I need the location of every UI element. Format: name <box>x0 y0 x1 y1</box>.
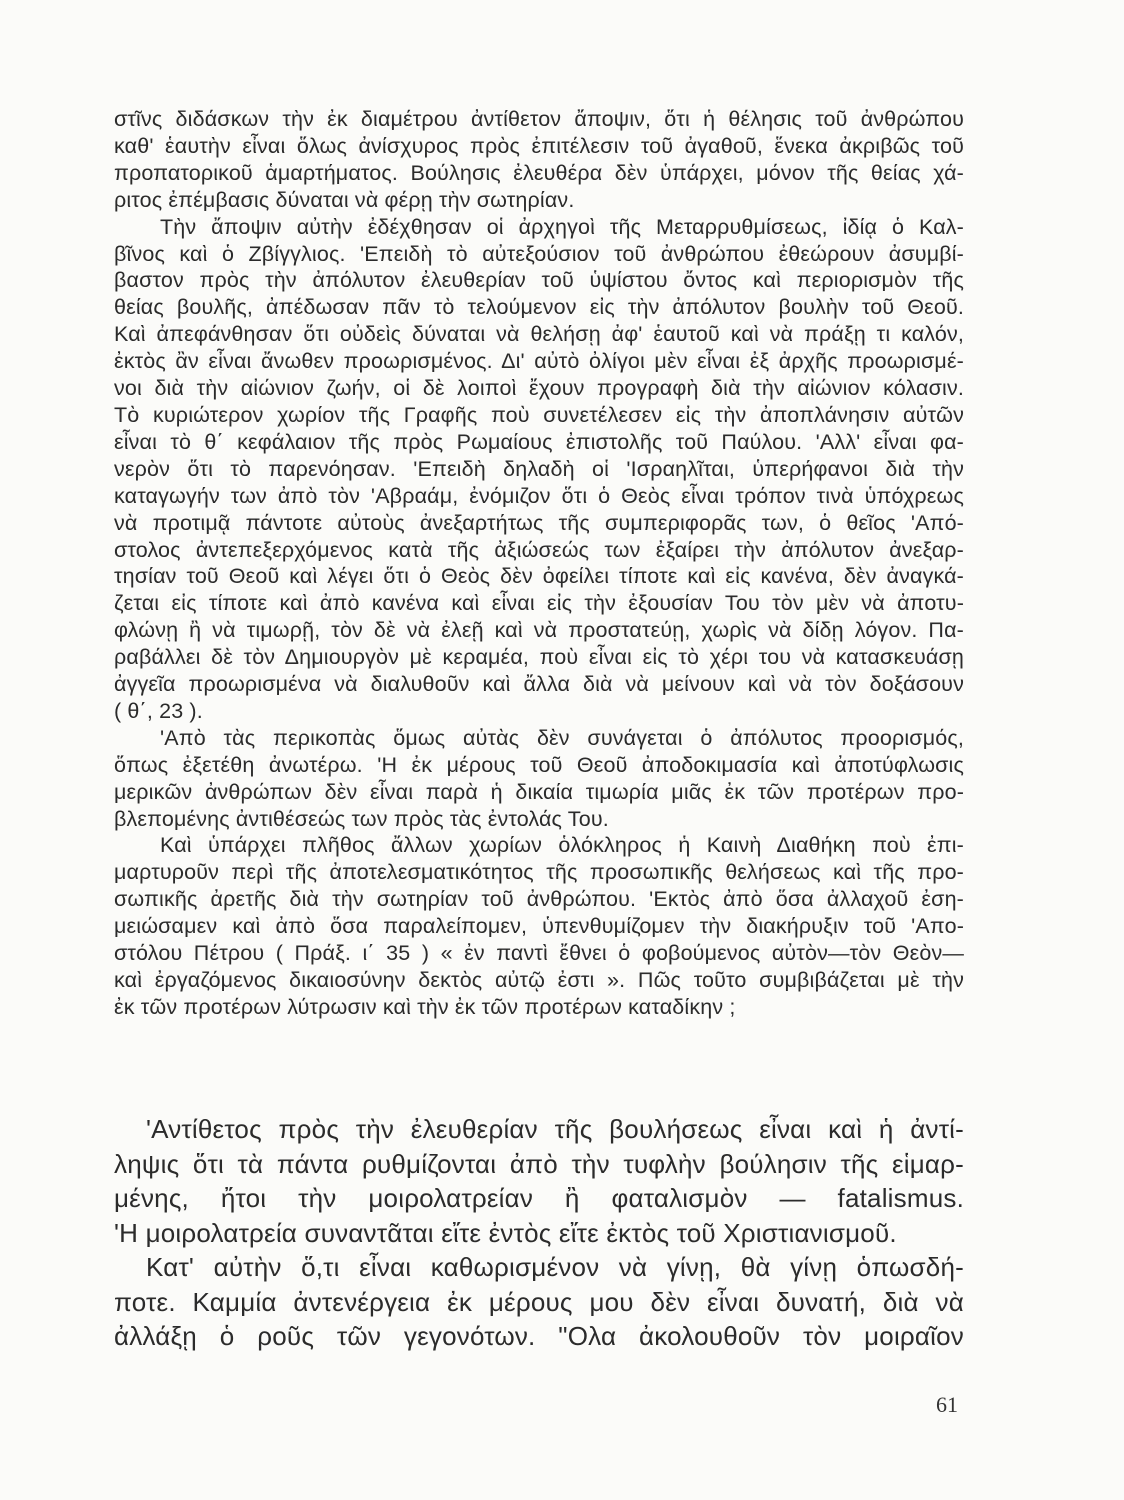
text-line: στολος ἀντεπεξερχόμενος κατὰ τῆς ἀξιώσεώς των ἐξαίρει τὴν ἀπόλυτον ἀνεξαρ- <box>114 537 964 562</box>
text-line: νοι διὰ τὴν αἰώνιον ζωήν, οἱ δὲ λοιποὶ ἔχουν προγραφὴ διὰ τὴν αἰώνιον κόλασιν. <box>114 376 964 401</box>
text-line: βλεπομένης ἀντιθέσεώς των πρὸς τὰς ἐντολάς Του. <box>114 806 609 831</box>
text-line: μερικῶν ἀνθρώπων δὲν εἶναι παρὰ ἡ δικαία τιμωρία μιᾶς ἐκ τῶν προτέρων προ- <box>114 779 964 804</box>
text-line: καταγωγήν των ἀπὸ τὸν 'Αβραάμ, ἐνόμιζον ὅτι ὁ Θεὸς εἶναι τρόπον τινὰ ὑπόχρεως <box>114 483 964 508</box>
text-line: 'Η μοιρολατρεία συναντᾶται εἴτε ἐντὸς εἴτε ἐκτὸς τοῦ Χριστιανισμοῦ. <box>114 1217 897 1248</box>
text-line: προπατορικοῦ ἁμαρτήματος. Βούλησις ἐλευθέρα δὲν ὑπάρχει, μόνον τῆς θείας χά- <box>114 160 964 185</box>
text-line: ληψις ὅτι τὰ πάντα ρυθμίζονται ἀπὸ τὴν τυφλὴν βούλησιν τῆς εἱμαρ- <box>114 1148 964 1179</box>
text-line: ἀγγεῖα προωρισμένα νὰ διαλυθοῦν καὶ ἄλλα διὰ νὰ μείνουν καὶ νὰ τὸν δοξάσουν <box>114 672 964 697</box>
text-line: ἐκ τῶν προτέρων λύτρωσιν καὶ τὴν ἐκ τῶν προτέρων καταδίκην ; <box>114 994 736 1019</box>
text-line: ραβάλλει δὲ τὸν Δημιουργὸν μὲ κεραμέα, ποὺ εἶναι εἰς τὸ χέρι του νὰ κατασκευάσῃ <box>114 645 964 670</box>
text-line: ἐκτὸς ἂν εἶναι ἄνωθεν προωρισμένος. Δι' αὐτὸ ὀλίγοι μὲν εἶναι ἐξ ἀρχῆς προωρισμέ- <box>114 349 964 374</box>
text-line: εἶναι τὸ θ΄ κεφάλαιον τῆς πρὸς Ρωμαίους ἐπιστολῆς τοῦ Παύλου. 'Αλλ' εἶναι φα- <box>114 429 964 454</box>
text-line: καὶ ἐργαζόμενος δικαιοσύνην δεκτὸς αὐτῷ ἐστι ». Πῶς τοῦτο συμβιβάζεται μὲ τὴν <box>114 968 964 992</box>
text-line: Καὶ ὑπάρχει πλῆθος ἄλλων χωρίων ὁλόκληρος ἡ Καινὴ Διαθήκη ποὺ ἐπι- <box>160 833 964 858</box>
text-line: ὅπως ἐξετέθη ἀνωτέρω. 'Η ἐκ μέρους τοῦ Θεοῦ ἀποδοκιμασία καὶ ἀποτύφλωσις <box>114 752 964 777</box>
text-line: ριτος ἐπέμβασις δύναται νὰ φέρῃ τὴν σωτηρίαν. <box>114 187 575 212</box>
text-line: μένης, ἤτοι τὴν μοιρολατρείαν ἢ φαταλισμὸν — fatalismus. <box>114 1183 964 1213</box>
text-line: σωπικῆς ἀρετῆς διὰ τὴν σωτηρίαν τοῦ ἀνθρώπου. 'Εκτὸς ἀπὸ ὅσα ἀλλαχοῦ ἐση- <box>114 887 964 912</box>
text-line: ( θ΄, 23 ). <box>114 698 203 723</box>
body-text-section-large <box>114 1112 964 1354</box>
text-line: Κατ' αὐτὴν ὅ,τι εἶναι καθωρισμένον νὰ γίνῃ, θὰ γίνῃ ὁπωσδή- <box>146 1252 964 1282</box>
text-line: νὰ προτιμᾷ πάντοτε αὐτοὺς ἀνεξαρτήτως τῆς συμπεριφορᾶς των, ὁ θεῖος 'Από- <box>114 510 964 535</box>
text-line: νερὸν ὅτι τὸ παρενόησαν. 'Επειδὴ δηλαδὴ οἱ 'Ισραηλῖται, ὑπερήφανοι διὰ τὴν <box>114 456 964 481</box>
text-line: βαστον πρὸς τὴν ἀπόλυτον ἐλευθερίαν τοῦ ὑψίστου ὄντος καὶ περιορισμὸν τῆς <box>114 268 964 293</box>
text-line: Καὶ ἀπεφάνθησαν ὅτι οὐδεὶς δύναται νὰ θελήσῃ ἀφ' ἑαυτοῦ καὶ νὰ πράξῃ τι καλόν, <box>114 322 964 347</box>
text-line: ποτε. Καμμία ἀντενέργεια ἐκ μέρους μου δὲν εἶναι δυνατή, διὰ νὰ <box>114 1286 964 1317</box>
text-line: μαρτυροῦν περὶ τῆς ἀποτελεσματικότητος τῆς προσωπικῆς θελήσεως καὶ τῆς προ- <box>114 860 964 885</box>
text-line: καθ' ἑαυτὴν εἶναι ὅλως ἀνίσχυρος πρὸς ἐπιτέλεσιν τοῦ ἀγαθοῦ, ἕνεκα ἀκριβῶς τοῦ <box>114 133 964 158</box>
page-number: 61 <box>936 1392 958 1417</box>
text-line: Τὴν ἄποψιν αὐτὴν ἐδέχθησαν οἱ ἀρχηγοὶ τῆς Μεταρρυθμίσεως, ἰδίᾳ ὁ Καλ- <box>160 214 964 239</box>
text-line: θείας βουλῆς, ἀπέδωσαν πᾶν τὸ τελούμενον εἰς τὴν ἀπόλυτον βουλὴν τοῦ Θεοῦ. <box>114 295 964 320</box>
text-line: 'Αντίθετος πρὸς τὴν ἐλευθερίαν τῆς βουλήσεως εἶναι καὶ ἡ ἀντί- <box>146 1114 964 1144</box>
text-line: βῖνος καὶ ὁ Ζβίγγλιος. 'Επειδὴ τὸ αὐτεξούσιον τοῦ ἀνθρώπου ἐθεώρουν ἀσυμβί- <box>114 241 964 266</box>
body-text-section <box>114 106 964 1021</box>
text-line: μειώσαμεν καὶ ἀπὸ ὅσα παραλείπομεν, ὑπενθυμίζομεν τὴν διακήρυξιν τοῦ 'Απο- <box>114 914 964 939</box>
text-line: στῖνς διδάσκων τὴν ἐκ διαμέτρου ἀντίθετον ἄποψιν, ὅτι ἡ θέλησις τοῦ ἀνθρώπου <box>114 107 964 131</box>
text-line: στόλου Πέτρου ( Πράξ. ι΄ 35 ) « ἐν παντὶ ἔθνει ὁ φοβούμενος αὐτὸν—τὸν Θεὸν— <box>114 941 964 966</box>
text-line: Τὸ κυριώτερον χωρίον τῆς Γραφῆς ποὺ συνετέλεσεν εἰς τὴν ἀποπλάνησιν αὐτῶν <box>114 402 964 427</box>
text-line: τησίαν τοῦ Θεοῦ καὶ λέγει ὅτι ὁ Θεὸς δὲν ὀφείλει τίποτε καὶ εἰς κανένα, δὲν ἀναγκά- <box>114 564 964 589</box>
text-line: 'Απὸ τὰς περικοπὰς ὅμως αὐτὰς δὲν συνάγεται ὁ ἀπόλυτος προορισμός, <box>160 725 964 750</box>
text-line: φλώνῃ ἢ νὰ τιμωρῇ, τὸν δὲ νὰ ἐλεῇ καὶ νὰ προστατεύῃ, χωρὶς νὰ δίδῃ λόγον. Πα- <box>114 618 964 643</box>
text-line: ἀλλάξῃ ὁ ροῦς τῶν γεγονότων. "Ολα ἀκολουθοῦν τὸν μοιραῖον <box>114 1321 964 1351</box>
text-line: ζεται εἰς τίποτε καὶ ἀπὸ κανένα καὶ εἶναι εἰς τὴν ἐξουσίαν Του τὸν μὲν νὰ ἀποτυ- <box>114 591 964 616</box>
